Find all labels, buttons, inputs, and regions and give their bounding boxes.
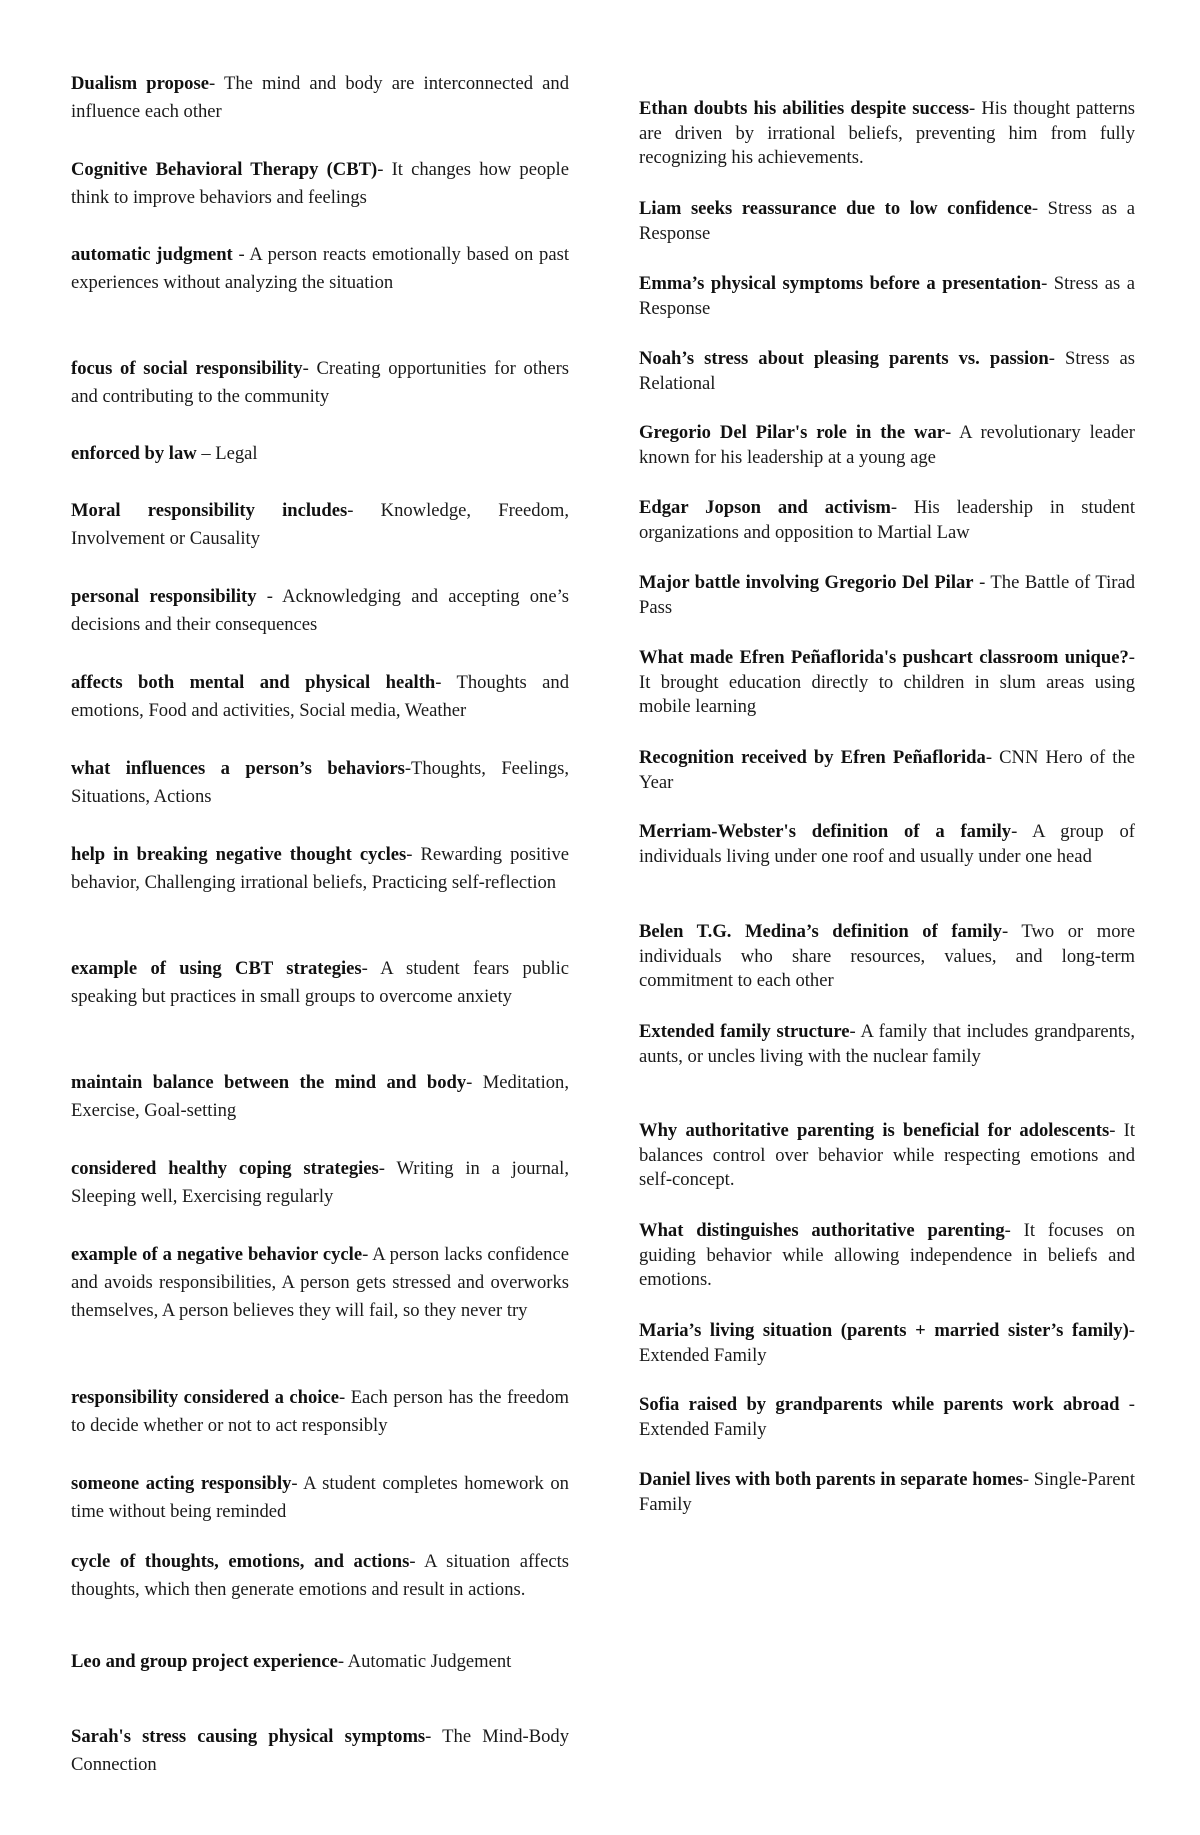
note-entry — [71, 1155, 569, 1211]
entry-definition: - A family that includes grandparents, aunts, or uncles living with the nuclear family — [639, 1021, 1135, 1067]
entry-term: Emma’s physical symptoms before a presentation — [639, 273, 1042, 294]
entry-definition: - A student completes homework on time without being reminded — [71, 1473, 569, 1522]
note-entry — [639, 1319, 1135, 1368]
note-entry — [71, 669, 569, 725]
note-entry — [71, 1384, 569, 1440]
entry-term: Leo and group project experience — [71, 1651, 338, 1672]
entry-definition: - Meditation, Exercise, Goal-setting — [71, 1072, 569, 1121]
note-entry — [71, 440, 569, 468]
entry-term: Liam seeks reassurance due to low confidence — [639, 198, 1032, 219]
note-entry — [639, 97, 1135, 171]
entry-definition: - Knowledge, Freedom, Involvement or Causality — [71, 500, 569, 549]
entry-term: Noah’s stress about pleasing parents vs. passion — [639, 348, 1049, 369]
note-entry — [71, 1241, 569, 1325]
entry-term: cycle of thoughts, emotions, and actions — [71, 1551, 410, 1572]
entry-definition: - Stress as Relational — [639, 348, 1136, 394]
entry-definition: - The Battle of Tirad Pass — [639, 572, 1135, 618]
entry-term: What distinguishes authoritative parenting — [639, 1220, 1005, 1241]
entry-term: Dualism propose — [71, 73, 209, 94]
entry-term: someone acting responsibly — [71, 1473, 292, 1494]
entry-definition: - Acknowledging and accepting one’s decisions and their consequences — [71, 586, 569, 635]
note-entry — [639, 920, 1135, 994]
entry-definition: - CNN Hero of the Year — [639, 747, 1136, 793]
note-entry — [639, 1020, 1135, 1069]
entry-term: Maria’s living situation (parents + married sister’s family) — [639, 1320, 1129, 1341]
entry-definition: - Thoughts and emotions, Food and activities, Social media, Weather — [71, 672, 569, 721]
entry-definition: - A revolutionary leader known for his leadership at a young age — [639, 422, 1135, 468]
entry-term: Sofia raised by grandparents while parents work abroad — [639, 1394, 1120, 1415]
note-entry — [639, 746, 1135, 795]
note-entry — [71, 1069, 569, 1125]
note-entry — [639, 1393, 1135, 1442]
entry-definition: - A student fears public speaking but practices in small groups to overcome anxiety — [71, 958, 569, 1007]
entry-term: Cognitive Behavioral Therapy (CBT) — [71, 159, 378, 180]
entry-definition: - It changes how people think to improve behaviors and feelings — [71, 159, 569, 208]
note-entry — [71, 497, 569, 553]
entry-term: example of using CBT strategies — [71, 958, 362, 979]
entry-definition: - His thought patterns are driven by irrational beliefs, preventing him from fully recognizing his achievements. — [639, 98, 1135, 169]
entry-term: Major battle involving Gregorio Del Pilar — [639, 572, 974, 593]
entry-term: Why authoritative parenting is beneficial for adolescents — [639, 1120, 1110, 1141]
note-entry — [71, 841, 569, 897]
note-entry — [639, 820, 1135, 869]
note-entry — [71, 156, 569, 212]
note-entry — [71, 955, 569, 1011]
entry-definition: - The Mind-Body Connection — [71, 1726, 569, 1775]
entry-term: Moral responsibility includes — [71, 500, 348, 521]
note-entry — [639, 197, 1135, 246]
note-entry — [71, 1470, 569, 1526]
entry-definition: - Stress as a Response — [639, 273, 1135, 319]
note-entry — [71, 1548, 569, 1604]
entry-term: Sarah's stress causing physical symptoms — [71, 1726, 426, 1747]
entry-term: Recognition received by Efren Peñaflorida — [639, 747, 986, 768]
note-entry — [639, 347, 1135, 396]
entry-term: What made Efren Peñaflorida's pushcart classroom unique? — [639, 647, 1129, 668]
entry-definition: - Two or more individuals who share resources, values, and long-term commitment to each other — [639, 921, 1135, 992]
entry-definition: - Each person has the freedom to decide whether or not to act responsibly — [71, 1387, 569, 1436]
entry-definition: -Extended Family — [639, 1320, 1135, 1366]
note-entry — [639, 496, 1135, 545]
entry-definition: - Creating opportunities for others and contributing to the community — [71, 358, 569, 407]
note-entry — [71, 1648, 569, 1676]
entry-definition: - A person reacts emotionally based on past experiences without analyzing the situation — [71, 244, 569, 293]
entry-definition: - Writing in a journal, Sleeping well, Exercising regularly — [71, 1158, 569, 1207]
note-entry — [71, 1723, 569, 1779]
entry-definition: - A situation affects thoughts, which then generate emotions and result in actions. — [71, 1551, 570, 1600]
entry-term: focus of social responsibility — [71, 358, 303, 379]
entry-term: enforced by law — [71, 443, 197, 464]
entry-definition: – Legal — [196, 443, 258, 464]
entry-definition: - It brought education directly to children in slum areas using mobile learning — [639, 647, 1135, 718]
note-entry — [639, 272, 1135, 321]
entry-term: responsibility considered a choice — [71, 1387, 339, 1408]
entry-definition: - His leadership in student organizations and opposition to Martial Law — [639, 497, 1135, 543]
entry-definition: - A group of individuals living under one roof and usually under one head — [639, 821, 1135, 867]
note-entry — [71, 355, 569, 411]
note-entry — [639, 571, 1135, 620]
note-entry — [639, 1119, 1135, 1193]
entry-term: Merriam-Webster's definition of a family — [639, 821, 1012, 842]
note-entry — [639, 646, 1135, 720]
note-entry — [71, 583, 569, 639]
note-entry — [639, 1219, 1135, 1293]
entry-term: affects both mental and physical health — [71, 672, 436, 693]
entry-term: maintain balance between the mind and body — [71, 1072, 467, 1093]
entry-term: Belen T.G. Medina’s definition of family — [639, 921, 1002, 942]
entry-term: Daniel lives with both parents in separate homes — [639, 1469, 1023, 1490]
entry-definition: - Extended Family — [639, 1394, 1136, 1440]
entry-definition: - Single-Parent Family — [639, 1469, 1135, 1515]
entry-term: Extended family structure — [639, 1021, 850, 1042]
entry-definition: - Rewarding positive behavior, Challenging irrational beliefs, Practicing self-reflection — [71, 844, 569, 893]
entry-term: Gregorio Del Pilar's role in the war — [639, 422, 945, 443]
note-entry — [639, 1468, 1135, 1517]
entry-definition: - It focuses on guiding behavior while allowing independence in beliefs and emotions. — [639, 1220, 1135, 1291]
note-entry — [71, 755, 569, 811]
entry-definition: - It balances control over behavior while respecting emotions and self-concept. — [639, 1120, 1135, 1191]
entry-term: considered healthy coping strategies — [71, 1158, 379, 1179]
entry-definition: -Thoughts, Feelings, Situations, Actions — [71, 758, 569, 807]
note-entry — [71, 241, 569, 297]
entry-term: Edgar Jopson and activism — [639, 497, 891, 518]
note-entry — [71, 70, 569, 126]
entry-term: what influences a person’s behaviors — [71, 758, 405, 779]
entry-definition: - The mind and body are interconnected and influence each other — [71, 73, 569, 122]
entry-term: automatic judgment — [71, 244, 233, 265]
note-entry — [639, 421, 1135, 470]
entry-definition: - A person lacks confidence and avoids responsibilities, A person gets stressed and overworks themselves, A person believes they will fail, so they never try — [71, 1244, 569, 1321]
entry-definition: - Automatic Judgement — [337, 1651, 512, 1672]
entry-term: help in breaking negative thought cycles — [71, 844, 407, 865]
entry-definition: - Stress as a Response — [639, 198, 1135, 244]
entry-term: example of a negative behavior cycle — [71, 1244, 363, 1265]
entry-term: Ethan doubts his abilities despite success — [639, 98, 970, 119]
entry-term: personal responsibility — [71, 586, 257, 607]
